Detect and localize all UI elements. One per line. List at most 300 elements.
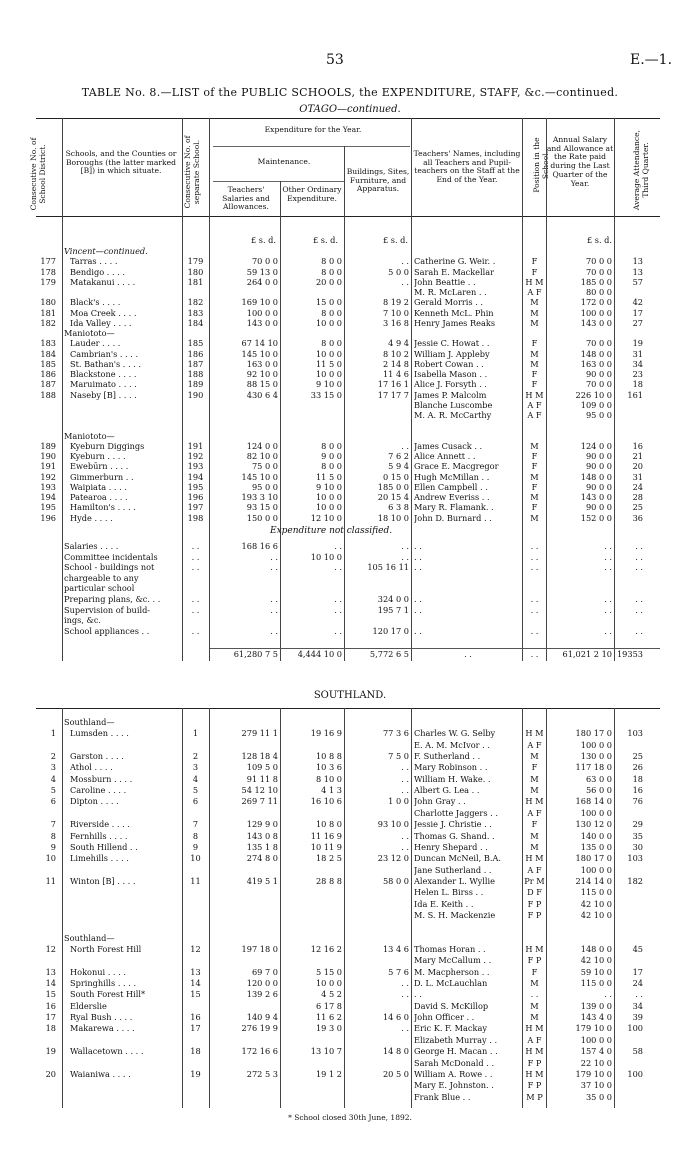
cell-name: Duncan McNeil, B.A. bbox=[414, 854, 502, 864]
cell-name: John Beattie . . bbox=[414, 277, 476, 287]
cell-pos: M bbox=[530, 513, 539, 523]
cell-t: 197 18 0 bbox=[241, 945, 278, 954]
cell-att: 182 bbox=[627, 876, 643, 886]
cell-sal: 179 10 0 bbox=[575, 1069, 612, 1079]
table-row bbox=[0, 900, 700, 911]
cell-name: Mary E. Johnston. . bbox=[414, 1081, 494, 1091]
cell-name: Mary McCallum . . bbox=[414, 956, 492, 966]
cell-pos: H M bbox=[525, 797, 544, 807]
cell-sal: 100 0 0 bbox=[580, 865, 612, 875]
cell-name: Eric K. F. Mackay bbox=[414, 1024, 487, 1034]
cell-o: 19 3 0 bbox=[315, 1024, 342, 1034]
district-number: 7 bbox=[50, 819, 56, 830]
cell-name: William J. Appleby bbox=[414, 349, 490, 359]
table-row bbox=[0, 268, 700, 278]
cell-t: 120 0 0 bbox=[246, 979, 278, 989]
table-row bbox=[0, 493, 700, 503]
table-row bbox=[0, 329, 700, 339]
cell-pos: M bbox=[530, 359, 539, 369]
cell-school: Naseby [B] . . . . bbox=[70, 390, 137, 400]
cell-school: North Forest Hill bbox=[70, 945, 142, 954]
cell-no: . . bbox=[191, 595, 200, 604]
cell-name: Andrew Everiss . . bbox=[414, 493, 490, 502]
cell-school: South Forest Hill* bbox=[70, 990, 146, 1000]
cell-name: Thomas G. Shand. . bbox=[414, 831, 495, 841]
cell-school: Kyeburn . . . . bbox=[70, 452, 126, 461]
cell-t: 269 7 11 bbox=[241, 797, 278, 807]
cell-school: Ewebūrn . . . . bbox=[70, 462, 129, 472]
cell-name: David S. McKillop bbox=[414, 1001, 489, 1011]
cell-pos: F P bbox=[527, 910, 542, 920]
cell-pos: M bbox=[530, 472, 539, 482]
cell-t: 145 10 0 bbox=[241, 349, 278, 359]
head-teachers: Teachers' Salaries and Allowances. bbox=[222, 185, 270, 212]
table-row bbox=[0, 1002, 700, 1013]
cell-school: Maruimato . . . . bbox=[70, 380, 137, 390]
cell-school: Moa Creek . . . . bbox=[70, 308, 137, 318]
head-school: Schools, and the Counties or Boroughs (the latter marked [B]) in which situate. bbox=[65, 149, 177, 176]
cell-att: 39 bbox=[632, 1013, 643, 1023]
cell-b: . . bbox=[401, 979, 409, 989]
cell-school: St. Bathan's . . . . bbox=[70, 359, 141, 369]
cell-t: 143 0 0 bbox=[246, 318, 278, 328]
cell-pos: F bbox=[531, 462, 538, 472]
cell-att: 31 bbox=[632, 349, 643, 359]
district-number: 11 bbox=[45, 875, 56, 886]
cell-school: Tarras . . . . bbox=[70, 257, 118, 267]
header-top-rule bbox=[36, 118, 660, 119]
cell-b: 18 10 0 bbox=[377, 513, 409, 523]
district-number: 180 bbox=[40, 297, 56, 308]
cell-b: 2 14 8 bbox=[382, 359, 409, 369]
cell-b: 1 0 0 bbox=[388, 797, 409, 807]
cell-o: 28 8 8 bbox=[315, 876, 342, 886]
cell-sal: . . bbox=[604, 626, 612, 636]
cell-name: Gerald Morris . . bbox=[414, 298, 484, 308]
total-o: 4,444 10 0 bbox=[297, 649, 342, 659]
cell-name: . . bbox=[414, 605, 422, 615]
cell-school: Committee incidentals bbox=[64, 552, 158, 562]
cell-att: 58 bbox=[632, 1047, 643, 1057]
cell-name: F. Sutherland . . bbox=[414, 752, 481, 762]
cell-school: Blackstone . . . . bbox=[70, 370, 137, 379]
cell-att: 42 bbox=[632, 298, 643, 308]
document-code: E.—1. bbox=[630, 52, 673, 68]
cell-att: 25 bbox=[632, 503, 643, 513]
cell-b: 7 5 0 bbox=[388, 752, 409, 762]
table-row bbox=[0, 832, 700, 843]
district-number: 4 bbox=[50, 773, 56, 784]
district-number: 184 bbox=[40, 348, 56, 359]
cell-t: 67 14 10 bbox=[241, 339, 278, 349]
table-row bbox=[0, 542, 700, 553]
rule-expenditure bbox=[213, 146, 410, 147]
cell-t: . . bbox=[270, 605, 278, 615]
cell-o: 18 2 5 bbox=[315, 854, 342, 864]
cell-t: 70 0 0 bbox=[251, 257, 278, 267]
cell-att: 34 bbox=[632, 1001, 643, 1011]
cell-o: . . bbox=[334, 626, 342, 636]
cell-pos: H M bbox=[525, 945, 544, 954]
district-number: 185 bbox=[40, 358, 56, 369]
cell-o: 5 15 0 bbox=[315, 967, 342, 977]
table-row bbox=[0, 729, 700, 740]
cell-att: 18 bbox=[632, 380, 643, 390]
table-row bbox=[0, 553, 700, 564]
table-row bbox=[0, 968, 700, 979]
cell-o: . . bbox=[334, 595, 342, 604]
cell-pos: . . bbox=[530, 542, 539, 551]
cell-t: 145 10 0 bbox=[241, 472, 278, 482]
cell-name: Catherine G. Weir. . bbox=[414, 257, 496, 267]
cell-sal: 139 0 0 bbox=[580, 1001, 612, 1011]
cell-no: 188 bbox=[187, 370, 204, 379]
cell-pos: A F bbox=[527, 1035, 542, 1045]
table-row bbox=[0, 763, 700, 774]
cell-school: Caroline . . . . bbox=[70, 786, 127, 796]
cell-b: 3 16 8 bbox=[382, 318, 409, 328]
table-row bbox=[0, 370, 700, 380]
cell-name: D. L. McLauchlan bbox=[414, 979, 488, 989]
cell-pos: F bbox=[531, 257, 538, 267]
table-row bbox=[0, 1047, 700, 1058]
cell-t: 143 0 8 bbox=[246, 831, 278, 841]
cell-sal: 148 0 0 bbox=[580, 945, 612, 954]
cell-pos: F bbox=[531, 503, 538, 513]
cell-no: 2 bbox=[192, 752, 199, 762]
cell-sal: 124 0 0 bbox=[580, 441, 612, 451]
cell-o: 12 16 2 bbox=[310, 945, 342, 954]
table-row bbox=[0, 786, 700, 797]
district-number: 194 bbox=[40, 492, 56, 502]
total-pos: . . bbox=[530, 649, 539, 659]
cell-o: 9 10 0 bbox=[315, 482, 342, 492]
cell-school: Kyeburn Diggings bbox=[70, 441, 145, 451]
cell-sal: 70 0 0 bbox=[585, 339, 612, 349]
cell-pos: F bbox=[531, 267, 538, 277]
cell-no: 9 bbox=[192, 842, 199, 852]
cell-name: Robert Cowan . . bbox=[414, 359, 484, 369]
cell-t: 140 9 4 bbox=[246, 1013, 278, 1023]
cell-name: James Cusack . . bbox=[414, 441, 483, 451]
cell-name: Albert G. Lea . . bbox=[414, 786, 480, 796]
cell-sal: 63 0 0 bbox=[585, 774, 612, 784]
table-row bbox=[0, 595, 700, 606]
table-row bbox=[0, 797, 700, 808]
cell-pos: M bbox=[530, 318, 539, 328]
cell-att: 21 bbox=[632, 452, 643, 461]
cell-no: 13 bbox=[190, 967, 201, 977]
cell-pos: A F bbox=[527, 865, 542, 875]
cell-sal: 22 10 0 bbox=[580, 1058, 612, 1068]
cell-b: 7 10 0 bbox=[382, 308, 409, 318]
cell-pos: M bbox=[530, 774, 539, 784]
cell-school: Black's . . . . bbox=[70, 298, 121, 308]
cell-pos: H M bbox=[525, 729, 544, 739]
total-att: 19353 bbox=[616, 649, 643, 659]
cell-t: 430 6 4 bbox=[246, 390, 278, 400]
cell-b: 7 6 2 bbox=[388, 452, 409, 461]
cell-o: 8 0 0 bbox=[321, 267, 342, 277]
district-number: 182 bbox=[40, 317, 56, 328]
district-number: 20 bbox=[45, 1068, 56, 1079]
cell-b: . . bbox=[401, 842, 409, 852]
cell-pos: F bbox=[531, 967, 538, 977]
cell-pos: H M bbox=[525, 1069, 544, 1079]
cell-sal: 35 0 0 bbox=[585, 1092, 612, 1102]
cell-b: . . bbox=[401, 1024, 409, 1034]
cell-t: 139 2 6 bbox=[246, 990, 278, 1000]
district-number: 178 bbox=[40, 266, 56, 277]
cell-pos: D F bbox=[527, 888, 542, 898]
table-row bbox=[0, 462, 700, 472]
table-row bbox=[0, 298, 700, 308]
cell-no: 180 bbox=[187, 267, 204, 277]
cell-sal: 226 10 0 bbox=[575, 390, 612, 400]
cell-t: . . bbox=[270, 595, 278, 604]
cell-o: . . bbox=[334, 542, 342, 551]
cell-sal: 117 18 0 bbox=[575, 763, 612, 773]
district-number: 2 bbox=[50, 751, 56, 762]
cell-no: 15 bbox=[190, 990, 201, 1000]
cell-no: . . bbox=[191, 542, 200, 551]
district-number: 15 bbox=[45, 989, 56, 1000]
table-row bbox=[0, 843, 700, 854]
table-row bbox=[0, 979, 700, 990]
district-number: 5 bbox=[50, 785, 56, 796]
cell-b: . . bbox=[401, 542, 409, 551]
table-row bbox=[0, 888, 700, 899]
cell-sal: 148 0 0 bbox=[580, 349, 612, 359]
district-number: 179 bbox=[40, 276, 56, 287]
cell-pos: F P bbox=[527, 1058, 542, 1068]
table-row bbox=[0, 514, 700, 524]
head-position: Position in the School. bbox=[532, 137, 550, 193]
cell-no: 18 bbox=[190, 1047, 201, 1057]
cell-sal: 70 0 0 bbox=[585, 380, 612, 390]
cell-school: Hokonui . . . . bbox=[70, 967, 126, 977]
cell-att: 24 bbox=[632, 979, 643, 989]
cell-pos: . . bbox=[530, 563, 539, 573]
cell-sal: 130 12 0 bbox=[575, 820, 612, 830]
cell-no: 196 bbox=[187, 493, 204, 502]
cell-school: Maniototo— bbox=[64, 329, 115, 338]
cell-att: 45 bbox=[632, 945, 643, 954]
table-row bbox=[0, 411, 700, 421]
cell-name: Henry James Reaks bbox=[414, 318, 496, 328]
cell-no: 191 bbox=[187, 441, 204, 451]
cell-o: 8 0 0 bbox=[321, 257, 342, 267]
district-number: 188 bbox=[40, 389, 56, 400]
cell-t: 419 5 1 bbox=[246, 876, 278, 886]
cell-no: 179 bbox=[187, 257, 204, 267]
cell-sal: 42 10 0 bbox=[580, 956, 612, 966]
district-number: 186 bbox=[40, 369, 56, 379]
cell-att: 35 bbox=[632, 831, 643, 841]
cell-pos: F P bbox=[527, 899, 542, 909]
cell-sal: 179 10 0 bbox=[575, 1024, 612, 1034]
cell-no: 5 bbox=[192, 786, 199, 796]
cell-att: . . bbox=[635, 542, 643, 551]
cell-sal: 143 0 0 bbox=[580, 318, 612, 328]
cell-sal: 168 14 0 bbox=[575, 797, 612, 807]
cell-b: 93 10 0 bbox=[377, 820, 409, 830]
table-row bbox=[0, 1013, 700, 1024]
cell-school: Preparing plans, &c. . . bbox=[64, 595, 161, 604]
cell-b: 5 7 6 bbox=[388, 967, 409, 977]
head-other: Other Ordinary Expenditure. bbox=[282, 185, 342, 203]
table-row bbox=[0, 866, 700, 877]
cell-no: 14 bbox=[190, 979, 201, 989]
cell-sal: 80 0 0 bbox=[585, 288, 612, 297]
cell-school: Limehills . . . . bbox=[70, 854, 129, 864]
cell-b: 324 0 0 bbox=[377, 595, 409, 604]
cell-sal: 90 0 0 bbox=[585, 452, 612, 461]
cell-pos: . . bbox=[530, 595, 539, 604]
table-row bbox=[0, 956, 700, 967]
table-row bbox=[0, 1036, 700, 1047]
cell-name: M. Macpherson . . bbox=[414, 967, 490, 977]
cell-b: 11 4 6 bbox=[382, 370, 409, 379]
table-row bbox=[0, 473, 700, 483]
cell-o: 8 0 0 bbox=[321, 462, 342, 472]
cell-b: . . bbox=[401, 990, 409, 1000]
table-row bbox=[0, 584, 700, 595]
cell-sal: 42 10 0 bbox=[580, 910, 612, 920]
cell-name: William H. Wake. . bbox=[414, 774, 491, 784]
cell-name: Ida E. Keith . . bbox=[414, 899, 474, 909]
district-number: 196 bbox=[40, 512, 56, 523]
cell-o: 10 0 0 bbox=[315, 979, 342, 989]
cell-school: Athol . . . . bbox=[70, 763, 113, 773]
cell-att: 26 bbox=[632, 763, 643, 773]
cell-pos: M bbox=[530, 979, 539, 989]
table-row bbox=[0, 360, 700, 370]
cell-sal: 180 17 0 bbox=[575, 729, 612, 739]
district-number: 187 bbox=[40, 379, 56, 390]
cell-sal: 109 0 0 bbox=[580, 400, 612, 410]
cell-name: M. S. H. Mackenzie bbox=[414, 910, 496, 920]
cell-name: Kenneth McL. Phin bbox=[414, 308, 494, 318]
table-row bbox=[0, 854, 700, 865]
cell-sal: 143 4 0 bbox=[580, 1013, 612, 1023]
cell-sal: 172 0 0 bbox=[580, 298, 612, 308]
cell-att: 17 bbox=[632, 967, 643, 977]
cell-name: M. R. McLaren . . bbox=[414, 288, 487, 297]
cell-t: 75 0 0 bbox=[251, 462, 278, 472]
cell-sal: 95 0 0 bbox=[585, 411, 612, 420]
cell-b: 13 4 6 bbox=[382, 945, 409, 954]
cell-b: . . bbox=[401, 552, 409, 562]
cell-school: Waipiata . . . . bbox=[70, 482, 127, 492]
units-buildings: £ s. d. bbox=[382, 235, 408, 245]
district-number: 192 bbox=[40, 471, 56, 482]
cell-sal: . . bbox=[604, 605, 612, 615]
cell-o: 10 3 6 bbox=[315, 763, 342, 773]
cell-att: 16 bbox=[632, 441, 643, 451]
cell-sal: 90 0 0 bbox=[585, 462, 612, 472]
cell-att: 23 bbox=[632, 370, 643, 379]
table-row bbox=[0, 1024, 700, 1035]
table-row bbox=[0, 1059, 700, 1070]
cell-school: Matakanui . . . . bbox=[70, 277, 136, 287]
cell-b: 5 9 4 bbox=[388, 462, 409, 472]
district-number: 3 bbox=[50, 762, 56, 773]
cell-sal: 135 0 0 bbox=[580, 842, 612, 852]
cell-pos: A F bbox=[527, 740, 542, 750]
cell-t: 135 1 8 bbox=[246, 842, 278, 852]
table-row bbox=[0, 257, 700, 267]
cell-pos: M bbox=[530, 1001, 539, 1011]
cell-pos: H M bbox=[525, 1047, 544, 1057]
district-number: 193 bbox=[40, 481, 56, 492]
cell-b: 120 17 0 bbox=[372, 626, 409, 636]
cell-o: 10 11 9 bbox=[310, 842, 342, 852]
cell-no: 193 bbox=[187, 462, 204, 472]
cell-pos: M bbox=[530, 441, 539, 451]
table-row bbox=[0, 616, 700, 627]
district-number: 183 bbox=[40, 338, 56, 349]
district-number: 17 bbox=[45, 1012, 56, 1023]
table-row bbox=[0, 627, 700, 638]
cell-pos: F bbox=[531, 370, 538, 379]
cell-att: 17 bbox=[632, 308, 643, 318]
district-number: 19 bbox=[45, 1046, 56, 1057]
cell-t: 92 10 0 bbox=[246, 370, 278, 379]
cell-no: 6 bbox=[192, 797, 199, 807]
cell-t: 69 7 0 bbox=[251, 967, 278, 977]
cell-sal: 90 0 0 bbox=[585, 503, 612, 513]
total-b: 5,772 6 5 bbox=[369, 649, 409, 659]
table-row bbox=[0, 421, 700, 431]
cell-sal: . . bbox=[604, 595, 612, 604]
head-salary: Annual Salary and Allowance at the Rate paid during the Last Quarter of the Year. bbox=[546, 135, 614, 188]
table-row bbox=[0, 1093, 700, 1104]
cell-no: 194 bbox=[187, 472, 204, 482]
cell-att: 36 bbox=[632, 513, 643, 523]
cell-b: 105 16 11 bbox=[367, 563, 409, 573]
cell-school: Vincent—continued. bbox=[64, 247, 148, 256]
cell-att: . . bbox=[635, 595, 643, 604]
cell-o: 8 0 0 bbox=[321, 339, 342, 349]
region-southland: SOUTHLAND. bbox=[313, 690, 387, 701]
head-attendance: Average Attendance, Third Quarter. bbox=[632, 129, 650, 211]
cell-name: Ellen Campbell . . bbox=[414, 482, 488, 492]
cell-att: . . bbox=[635, 605, 643, 615]
cell-o: 8 0 0 bbox=[321, 308, 342, 318]
cell-name: . . bbox=[414, 563, 422, 573]
table-row bbox=[0, 247, 700, 257]
cell-pos: H M bbox=[525, 277, 544, 287]
cell-pos: A F bbox=[527, 400, 542, 410]
cell-school: School - buildings not bbox=[64, 563, 155, 573]
cell-t: 54 12 10 bbox=[241, 786, 278, 796]
cell-sal: . . bbox=[604, 563, 612, 573]
district-number: 195 bbox=[40, 502, 56, 513]
cell-school: School appliances . . bbox=[64, 626, 150, 636]
cell-o: 11 6 2 bbox=[315, 1013, 342, 1023]
cell-sal: 100 0 0 bbox=[580, 808, 612, 818]
cell-sal: 115 0 0 bbox=[580, 888, 612, 898]
cell-sal: 70 0 0 bbox=[585, 257, 612, 267]
cell-sal: 130 0 0 bbox=[580, 752, 612, 762]
cell-name: Charlotte Jaggers . . bbox=[414, 808, 498, 818]
cell-pos: A F bbox=[527, 411, 542, 420]
head-sepno: Consecutive No. of separate School. bbox=[183, 135, 201, 209]
cell-name: Alice Annett . . bbox=[414, 452, 476, 461]
cell-pos: F bbox=[531, 482, 538, 492]
cell-pos: F bbox=[531, 763, 538, 773]
